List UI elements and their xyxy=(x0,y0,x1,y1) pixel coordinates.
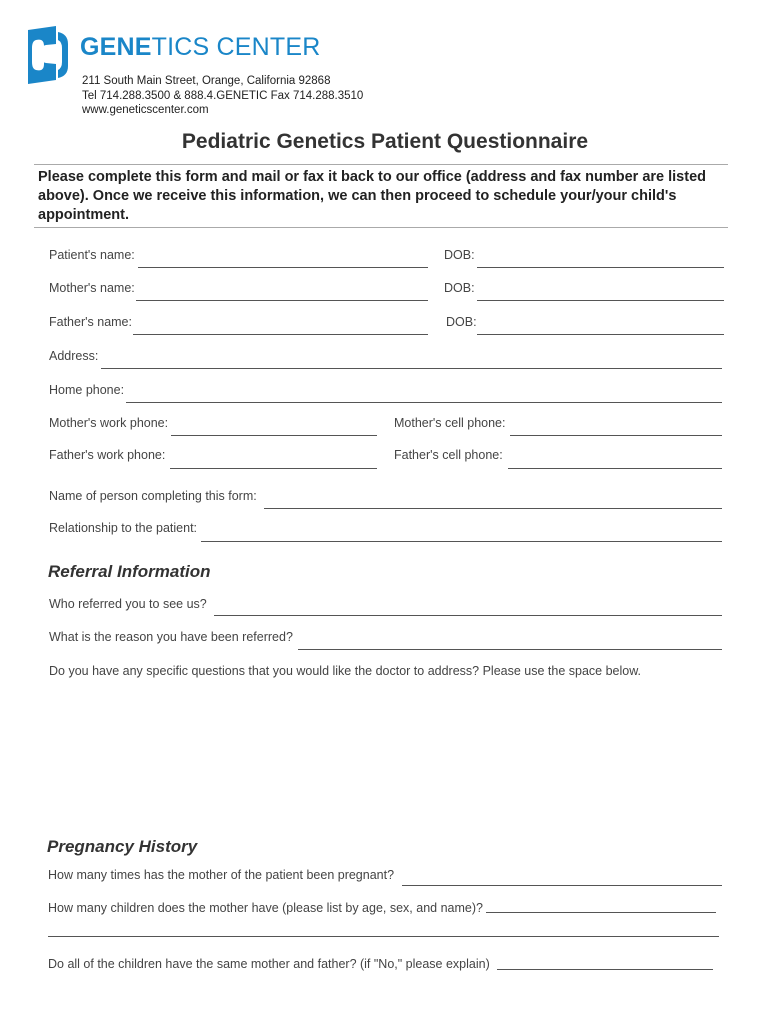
mother-work-phone-label: Mother's work phone: xyxy=(49,416,169,430)
who-referred-field[interactable] xyxy=(214,615,722,616)
title-divider xyxy=(34,164,728,165)
genetics-center-logo xyxy=(26,26,70,84)
home-phone-label: Home phone: xyxy=(49,383,125,397)
mother-name-field[interactable] xyxy=(136,300,428,301)
mother-name-label: Mother's name: xyxy=(49,281,135,295)
mother-dob-field[interactable] xyxy=(477,300,724,301)
home-phone-field[interactable] xyxy=(126,402,722,403)
pregnancy-heading: Pregnancy History xyxy=(47,837,198,856)
brand-name: GENETICS CENTER xyxy=(80,33,321,61)
same-parents-label: Do all of the children have the same mother and father? (if "No," please explain) xyxy=(48,957,490,971)
completer-name-label: Name of person completing this form: xyxy=(49,489,257,503)
patient-name-label: Patient's name: xyxy=(49,248,135,262)
children-field[interactable] xyxy=(486,912,716,913)
address-field[interactable] xyxy=(101,368,722,369)
patient-dob-label: DOB: xyxy=(444,248,475,262)
website-text: www.geneticscenter.com xyxy=(82,104,209,116)
specific-questions-label: Do you have any specific questions that you would like the doctor to address? Please use the space below. xyxy=(49,664,642,678)
mother-work-phone-field[interactable] xyxy=(171,435,377,436)
mother-cell-phone-label: Mother's cell phone: xyxy=(394,416,506,430)
father-work-phone-label: Father's work phone: xyxy=(49,448,166,462)
father-cell-phone-label: Father's cell phone: xyxy=(394,448,503,462)
referral-heading: Referral Information xyxy=(48,562,211,581)
times-pregnant-label: How many times has the mother of the patient been pregnant? xyxy=(48,868,395,882)
intro-divider xyxy=(34,227,728,228)
times-pregnant-field[interactable] xyxy=(402,885,722,886)
who-referred-label: Who referred you to see us? xyxy=(49,597,207,611)
relationship-label: Relationship to the patient: xyxy=(49,521,198,535)
reason-label: What is the reason you have been referred? xyxy=(49,630,293,644)
patient-name-field[interactable] xyxy=(138,267,428,268)
father-cell-phone-field[interactable] xyxy=(508,468,722,469)
reason-field[interactable] xyxy=(298,649,722,650)
address-label: Address: xyxy=(49,349,99,363)
father-dob-field[interactable] xyxy=(477,334,724,335)
relationship-field[interactable] xyxy=(201,541,722,542)
mother-dob-label: DOB: xyxy=(444,281,475,295)
patient-dob-field[interactable] xyxy=(477,267,724,268)
father-work-phone-field[interactable] xyxy=(170,468,377,469)
page-title: Pediatric Genetics Patient Questionnaire xyxy=(181,130,589,153)
children-field-continued[interactable] xyxy=(48,936,719,937)
same-parents-field[interactable] xyxy=(497,969,713,970)
father-name-field[interactable] xyxy=(133,334,428,335)
father-dob-label: DOB: xyxy=(446,315,477,329)
address-line: 211 South Main Street, Orange, California 92868 xyxy=(82,75,331,87)
children-label: How many children does the mother have (please list by age, sex, and name)? xyxy=(48,901,483,915)
father-name-label: Father's name: xyxy=(49,315,132,329)
specific-questions-area[interactable] xyxy=(49,684,722,824)
intro-text: Please complete this form and mail or fax it back to our office (address and fax number are listed above). Once we receive this information, we can then proceed to schedule your/your child's appointment. xyxy=(38,169,706,223)
completer-name-field[interactable] xyxy=(264,508,722,509)
phone-fax-line: Tel 714.288.3500 & 888.4.GENETIC Fax 714.288.3510 xyxy=(82,90,364,102)
mother-cell-phone-field[interactable] xyxy=(510,435,722,436)
